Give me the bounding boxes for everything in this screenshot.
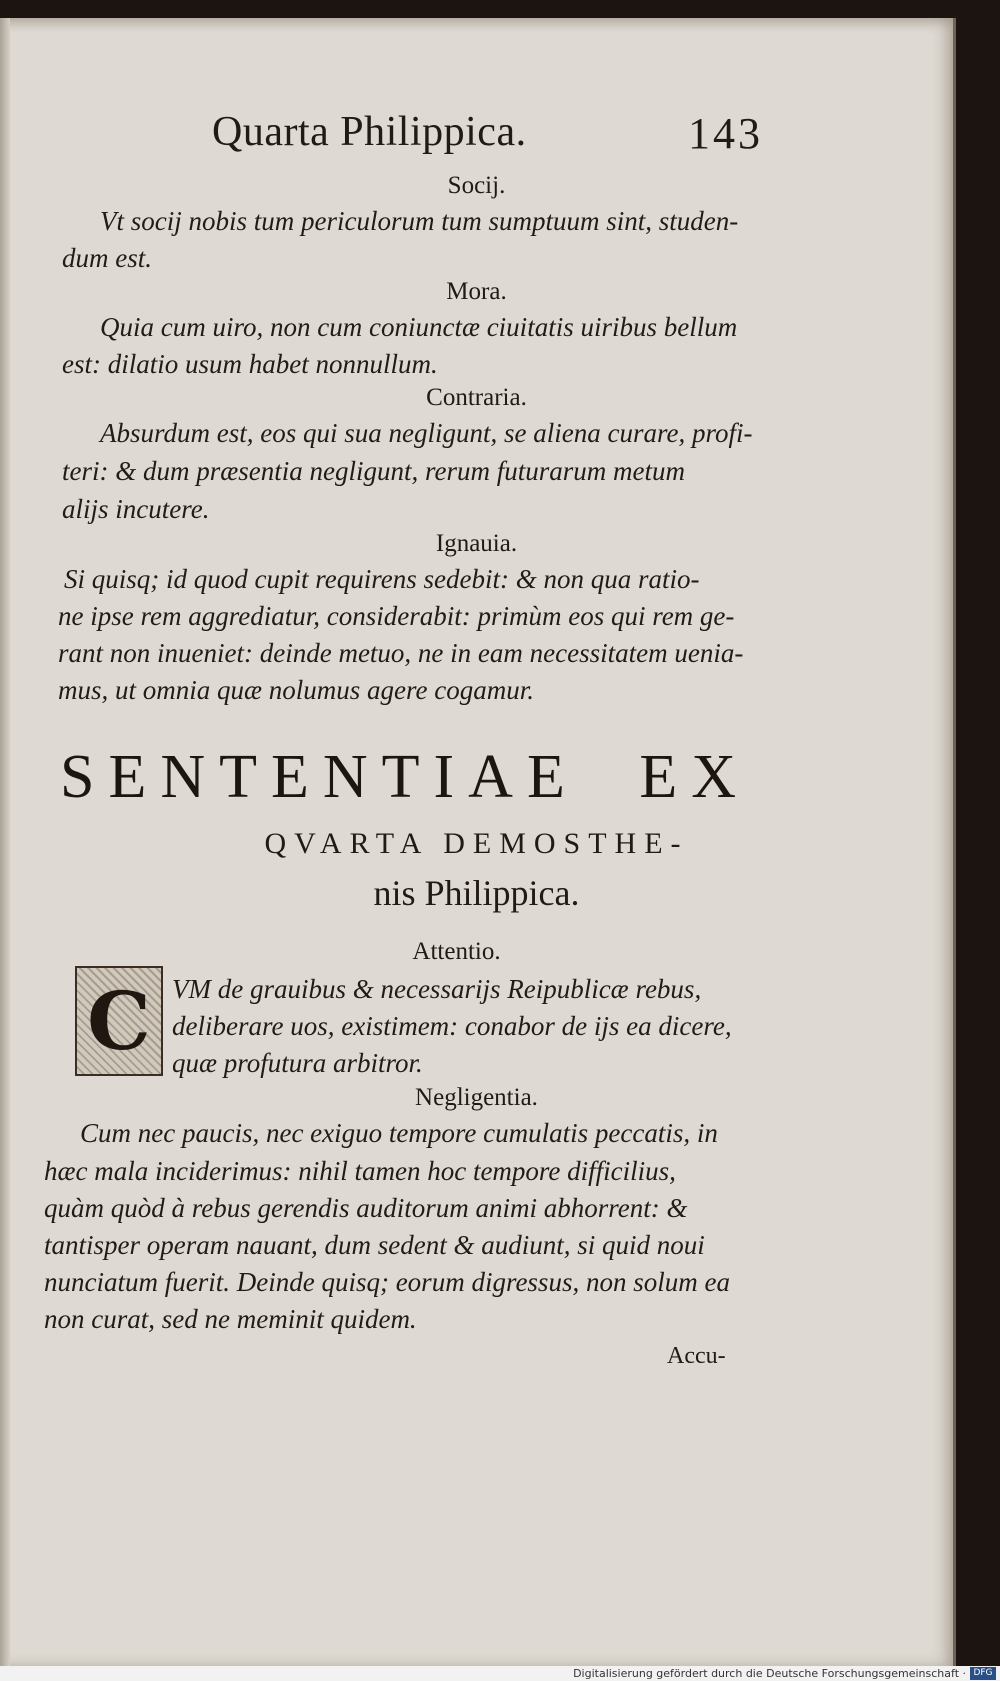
text-line: dum est. — [62, 243, 152, 273]
digitization-credit: Digitalisierung gefördert durch die Deutsche Forschungsgemeinschaft · — [573, 1667, 966, 1680]
text-line: Quia cum uiro, non cum coniunctæ ciuitatis uiribus bellum — [100, 312, 738, 342]
section-heading: Mora. — [446, 278, 507, 305]
subtitle-line-2: nis Philippica. — [373, 873, 580, 913]
text-line: rant non inueniet: deinde metuo, ne in eam necessitatem uenia- — [58, 638, 744, 668]
text-line: est: dilatio usum habet nonnullum. — [62, 349, 438, 379]
section-title — [60, 742, 750, 813]
text-line: hæc mala inciderimus: nihil tamen hoc tempore difficilius, — [44, 1156, 676, 1186]
section-heading: Socij. — [447, 172, 506, 199]
text-line: teri: & dum præsentia negligunt, rerum futurarum metum — [62, 456, 685, 486]
section-heading: Negligentia. — [415, 1084, 538, 1111]
text-line: alijs incutere. — [62, 494, 210, 524]
text-line: nunciatum fuerit. Deinde quisq; eorum digressus, non solum ea — [44, 1267, 730, 1297]
decorated-initial — [75, 966, 163, 1076]
text-line: quæ profutura arbitror. — [172, 1048, 423, 1078]
section-heading: Contraria. — [426, 384, 527, 411]
text-line: Si quisq; id quod cupit requirens sedebit: & non qua ratio- — [64, 564, 700, 594]
text-line: mus, ut omnia quæ nolumus agere cogamur. — [58, 675, 534, 705]
title-main: SENTENTIAE — [60, 743, 579, 811]
text-line: ne ipse rem aggrediatur, considerabit: primùm eos qui rem ge- — [58, 601, 735, 631]
text-line: Absurdum est, eos qui sua negligunt, se aliena curare, profi- — [100, 418, 753, 448]
catchword: Accu- — [667, 1343, 726, 1369]
section-heading: Ignauia. — [435, 530, 518, 557]
dfg-logo: DFG — [970, 1667, 996, 1680]
text-line: Cum nec paucis, nec exiguo tempore cumulatis peccatis, in — [80, 1118, 718, 1148]
title-ex: EX — [639, 743, 750, 811]
text-line: deliberare uos, existimem: conabor de ijs ea dicere, — [172, 1011, 732, 1041]
page-number: 143 — [688, 109, 763, 158]
subtitle-line-1: QVARTA DEMOSTHE- — [264, 827, 689, 860]
text-line: VM de grauibus & necessarijs Reipublicæ rebus, — [172, 974, 702, 1004]
text-line: Vt socij nobis tum periculorum tum sumptuum sint, studen- — [100, 206, 739, 236]
initial-letter: C — [87, 974, 151, 1068]
text-line: quàm quòd à rebus gerendis auditorum animi abhorrent: & — [44, 1193, 688, 1223]
section-heading: Attentio. — [412, 938, 501, 965]
running-head: Quarta Philippica. — [212, 109, 527, 155]
text-line: tantisper operam nauant, dum sedent & audiunt, si quid noui — [44, 1230, 705, 1260]
text-line: non curat, sed ne meminit quidem. — [44, 1304, 417, 1334]
